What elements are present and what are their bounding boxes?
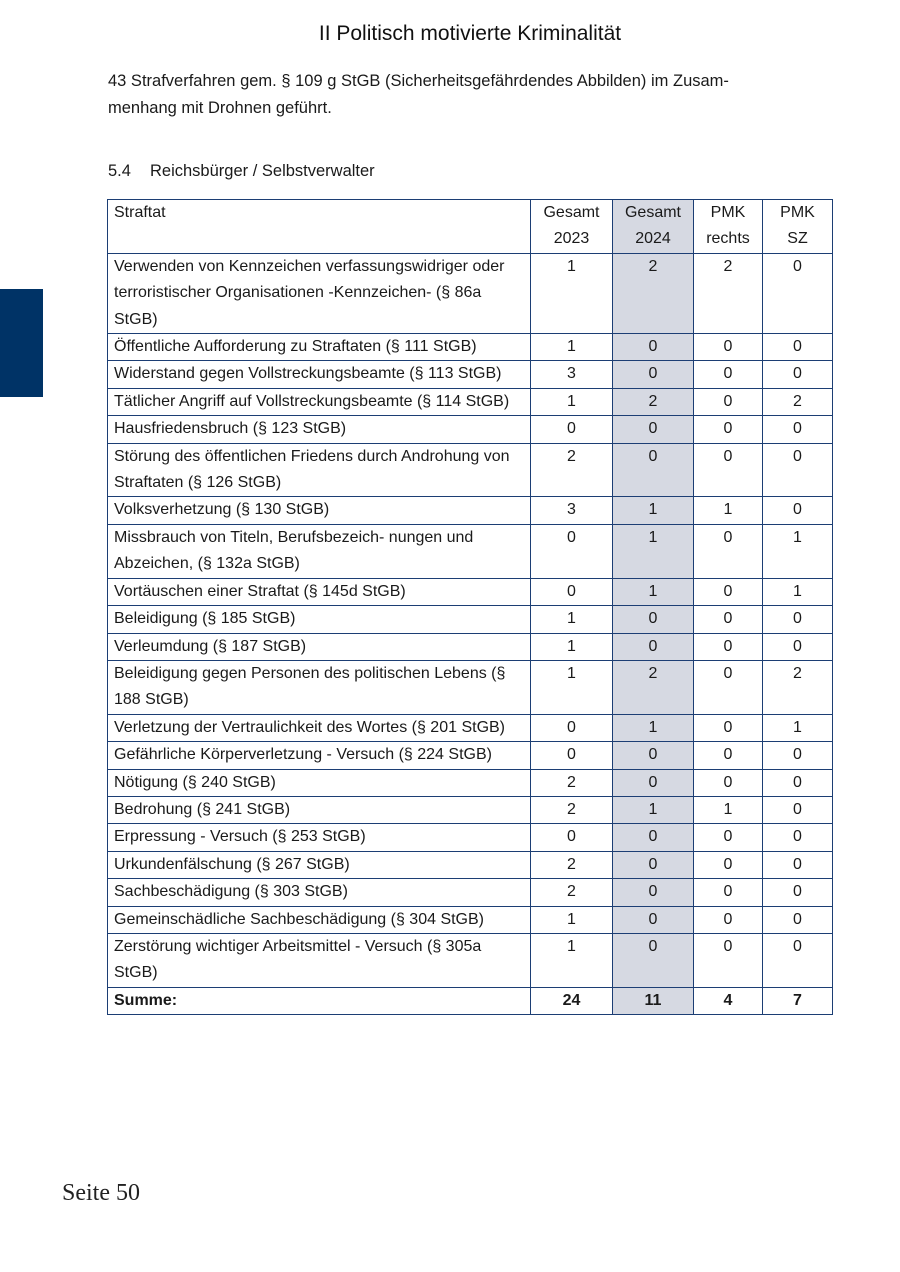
- table-body: [108, 253, 833, 1014]
- cell-pmk-rechts: 1: [694, 796, 763, 823]
- cell-pmk-rechts: 0: [694, 606, 763, 633]
- cell-pmk-sz: 0: [763, 253, 833, 333]
- cell-gesamt-2024: 2: [613, 388, 694, 415]
- table-row: [108, 742, 833, 769]
- cell-pmk-sz: 1: [763, 578, 833, 605]
- cell-pmk-sz: 0: [763, 606, 833, 633]
- cell-gesamt-2024: 0: [613, 633, 694, 660]
- offense-label: Verletzung der Vertraulichkeit des Wortes (§ 201 StGB): [108, 714, 531, 741]
- offense-label: Erpressung - Versuch (§ 253 StGB): [108, 824, 531, 851]
- cell-pmk-sz: 0: [763, 361, 833, 388]
- offense-label: Volksverhetzung (§ 130 StGB): [108, 497, 531, 524]
- offense-label: Widerstand gegen Vollstreckungsbeamte (§ 113 StGB): [108, 361, 531, 388]
- cell-gesamt-2023: 0: [531, 524, 613, 578]
- cell-gesamt-2024: 0: [613, 742, 694, 769]
- sum-row: [108, 987, 833, 1014]
- cell-gesamt-2024: 0: [613, 416, 694, 443]
- cell-gesamt-2023: 2: [531, 443, 613, 497]
- table-row: [108, 769, 833, 796]
- cell-pmk-sz: 0: [763, 497, 833, 524]
- cell-gesamt-2024: 1: [613, 497, 694, 524]
- cell-pmk-rechts: 0: [694, 361, 763, 388]
- page-header-title: II Politisch motivierte Kriminalität: [318, 22, 622, 45]
- chapter-side-tab: [0, 289, 43, 397]
- cell-pmk-rechts: 0: [694, 633, 763, 660]
- intro-line-1: 43 Strafverfahren gem. § 109 g StGB (Sicherheitsgefährdendes Abbilden) im Zusam-: [108, 72, 729, 90]
- offense-label: Gefährliche Körperverletzung - Versuch (§ 224 StGB): [108, 742, 531, 769]
- offense-label: Störung des öffentlichen Friedens durch Androhung von Straftaten (§ 126 StGB): [108, 443, 531, 497]
- cell-gesamt-2024: 2: [613, 660, 694, 714]
- cell-pmk-rechts: 0: [694, 906, 763, 933]
- cell-pmk-rechts: 0: [694, 714, 763, 741]
- cell-pmk-sz: 0: [763, 443, 833, 497]
- cell-pmk-sz: 2: [763, 388, 833, 415]
- offense-label: Bedrohung (§ 241 StGB): [108, 796, 531, 823]
- table-row: [108, 578, 833, 605]
- table-row: [108, 497, 833, 524]
- header-gesamt-2023: Gesamt 2023: [531, 200, 613, 254]
- cell-pmk-sz: 0: [763, 851, 833, 878]
- cell-gesamt-2024: 0: [613, 824, 694, 851]
- section-number: 5.4: [108, 162, 131, 180]
- cell-gesamt-2023: 1: [531, 660, 613, 714]
- cell-gesamt-2023: 0: [531, 742, 613, 769]
- cell-pmk-sz: 1: [763, 524, 833, 578]
- cell-gesamt-2024: 0: [613, 879, 694, 906]
- cell-gesamt-2024: 0: [613, 443, 694, 497]
- cell-gesamt-2024: 0: [613, 851, 694, 878]
- cell-pmk-rechts: 0: [694, 769, 763, 796]
- cell-gesamt-2023: 2: [531, 879, 613, 906]
- offense-label: Tätlicher Angriff auf Vollstreckungsbeamte (§ 114 StGB): [108, 388, 531, 415]
- offense-label: Verleumdung (§ 187 StGB): [108, 633, 531, 660]
- cell-gesamt-2023: 0: [531, 578, 613, 605]
- cell-gesamt-2023: 3: [531, 497, 613, 524]
- header-gesamt-2024: Gesamt 2024: [613, 200, 694, 254]
- cell-pmk-rechts: 0: [694, 578, 763, 605]
- table-row: [108, 879, 833, 906]
- cell-gesamt-2023: 1: [531, 606, 613, 633]
- cell-pmk-rechts: 4: [694, 987, 763, 1014]
- cell-pmk-rechts: 0: [694, 660, 763, 714]
- table-row: [108, 443, 833, 497]
- table-row: [108, 334, 833, 361]
- table-row: [108, 796, 833, 823]
- cell-gesamt-2023: 0: [531, 714, 613, 741]
- cell-pmk-rechts: 0: [694, 824, 763, 851]
- cell-gesamt-2023: 2: [531, 769, 613, 796]
- table-row: [108, 253, 833, 333]
- cell-gesamt-2024: 11: [613, 987, 694, 1014]
- cell-gesamt-2024: 1: [613, 524, 694, 578]
- cell-pmk-sz: 0: [763, 416, 833, 443]
- cell-gesamt-2023: 1: [531, 388, 613, 415]
- offense-label: Beleidigung (§ 185 StGB): [108, 606, 531, 633]
- table-row: [108, 361, 833, 388]
- table-row: [108, 606, 833, 633]
- offense-label: Summe:: [108, 987, 531, 1014]
- offense-label: Sachbeschädigung (§ 303 StGB): [108, 879, 531, 906]
- cell-pmk-rechts: 0: [694, 879, 763, 906]
- table-row: [108, 633, 833, 660]
- intro-line-2: menhang mit Drohnen geführt.: [108, 99, 332, 117]
- cell-pmk-sz: 0: [763, 906, 833, 933]
- cell-pmk-rechts: 0: [694, 388, 763, 415]
- cell-pmk-rechts: 0: [694, 933, 763, 987]
- offense-label: Nötigung (§ 240 StGB): [108, 769, 531, 796]
- cell-pmk-sz: 0: [763, 796, 833, 823]
- header-pmk-rechts: PMK rechts: [694, 200, 763, 254]
- cell-pmk-sz: 0: [763, 769, 833, 796]
- header-straftat: Straftat: [108, 200, 531, 254]
- offense-label: Urkundenfälschung (§ 267 StGB): [108, 851, 531, 878]
- section-title: Reichsbürger / Selbstverwalter: [150, 162, 375, 180]
- cell-gesamt-2024: 1: [613, 714, 694, 741]
- cell-pmk-sz: 0: [763, 879, 833, 906]
- section-heading: [108, 162, 375, 181]
- offense-label: Öffentliche Aufforderung zu Straftaten (§ 111 StGB): [108, 334, 531, 361]
- cell-gesamt-2023: 1: [531, 633, 613, 660]
- cell-gesamt-2024: 0: [613, 906, 694, 933]
- cell-gesamt-2023: 3: [531, 361, 613, 388]
- offense-label: Vortäuschen einer Straftat (§ 145d StGB): [108, 578, 531, 605]
- table-row: [108, 933, 833, 987]
- cell-gesamt-2024: 2: [613, 253, 694, 333]
- cell-pmk-sz: 7: [763, 987, 833, 1014]
- cell-gesamt-2024: 1: [613, 796, 694, 823]
- cell-pmk-rechts: 0: [694, 416, 763, 443]
- header-pmk-sz: PMK SZ: [763, 200, 833, 254]
- table-row: [108, 388, 833, 415]
- cell-gesamt-2024: 0: [613, 361, 694, 388]
- offense-label: Missbrauch von Titeln, Berufsbezeich- nungen und Abzeichen, (§ 132a StGB): [108, 524, 531, 578]
- cell-gesamt-2024: 0: [613, 334, 694, 361]
- intro-paragraph: [108, 68, 808, 122]
- table-row: [108, 524, 833, 578]
- cell-gesamt-2023: 1: [531, 253, 613, 333]
- table-row: [108, 906, 833, 933]
- table-row: [108, 714, 833, 741]
- cell-gesamt-2023: 2: [531, 796, 613, 823]
- offense-label: Zerstörung wichtiger Arbeitsmittel - Versuch (§ 305a StGB): [108, 933, 531, 987]
- cell-pmk-sz: 1: [763, 714, 833, 741]
- offense-label: Beleidigung gegen Personen des politischen Lebens (§ 188 StGB): [108, 660, 531, 714]
- offenses-table: [107, 199, 833, 1015]
- table-header-row: [108, 200, 833, 254]
- page-number: Seite 50: [62, 1180, 140, 1206]
- cell-pmk-sz: 0: [763, 742, 833, 769]
- cell-pmk-rechts: 0: [694, 742, 763, 769]
- cell-gesamt-2023: 1: [531, 933, 613, 987]
- table-row: [108, 660, 833, 714]
- cell-pmk-sz: 2: [763, 660, 833, 714]
- cell-gesamt-2024: 0: [613, 606, 694, 633]
- cell-pmk-sz: 0: [763, 633, 833, 660]
- offense-label: Gemeinschädliche Sachbeschädigung (§ 304 StGB): [108, 906, 531, 933]
- cell-gesamt-2024: 0: [613, 769, 694, 796]
- cell-gesamt-2023: 1: [531, 334, 613, 361]
- cell-pmk-rechts: 0: [694, 851, 763, 878]
- offense-label: Verwenden von Kennzeichen verfassungswidriger oder terroristischer Organisationen -Kennzeichen- (§ 86a StGB): [108, 253, 531, 333]
- cell-gesamt-2024: 1: [613, 578, 694, 605]
- cell-pmk-rechts: 2: [694, 253, 763, 333]
- cell-gesamt-2023: 24: [531, 987, 613, 1014]
- offense-label: Hausfriedensbruch (§ 123 StGB): [108, 416, 531, 443]
- cell-gesamt-2023: 1: [531, 906, 613, 933]
- table-row: [108, 416, 833, 443]
- table-row: [108, 824, 833, 851]
- cell-pmk-rechts: 1: [694, 497, 763, 524]
- cell-pmk-rechts: 0: [694, 524, 763, 578]
- table-row: [108, 851, 833, 878]
- cell-gesamt-2023: 0: [531, 416, 613, 443]
- cell-gesamt-2023: 2: [531, 851, 613, 878]
- cell-gesamt-2023: 0: [531, 824, 613, 851]
- cell-pmk-rechts: 0: [694, 443, 763, 497]
- cell-gesamt-2024: 0: [613, 933, 694, 987]
- cell-pmk-sz: 0: [763, 824, 833, 851]
- cell-pmk-rechts: 0: [694, 334, 763, 361]
- cell-pmk-sz: 0: [763, 933, 833, 987]
- cell-pmk-sz: 0: [763, 334, 833, 361]
